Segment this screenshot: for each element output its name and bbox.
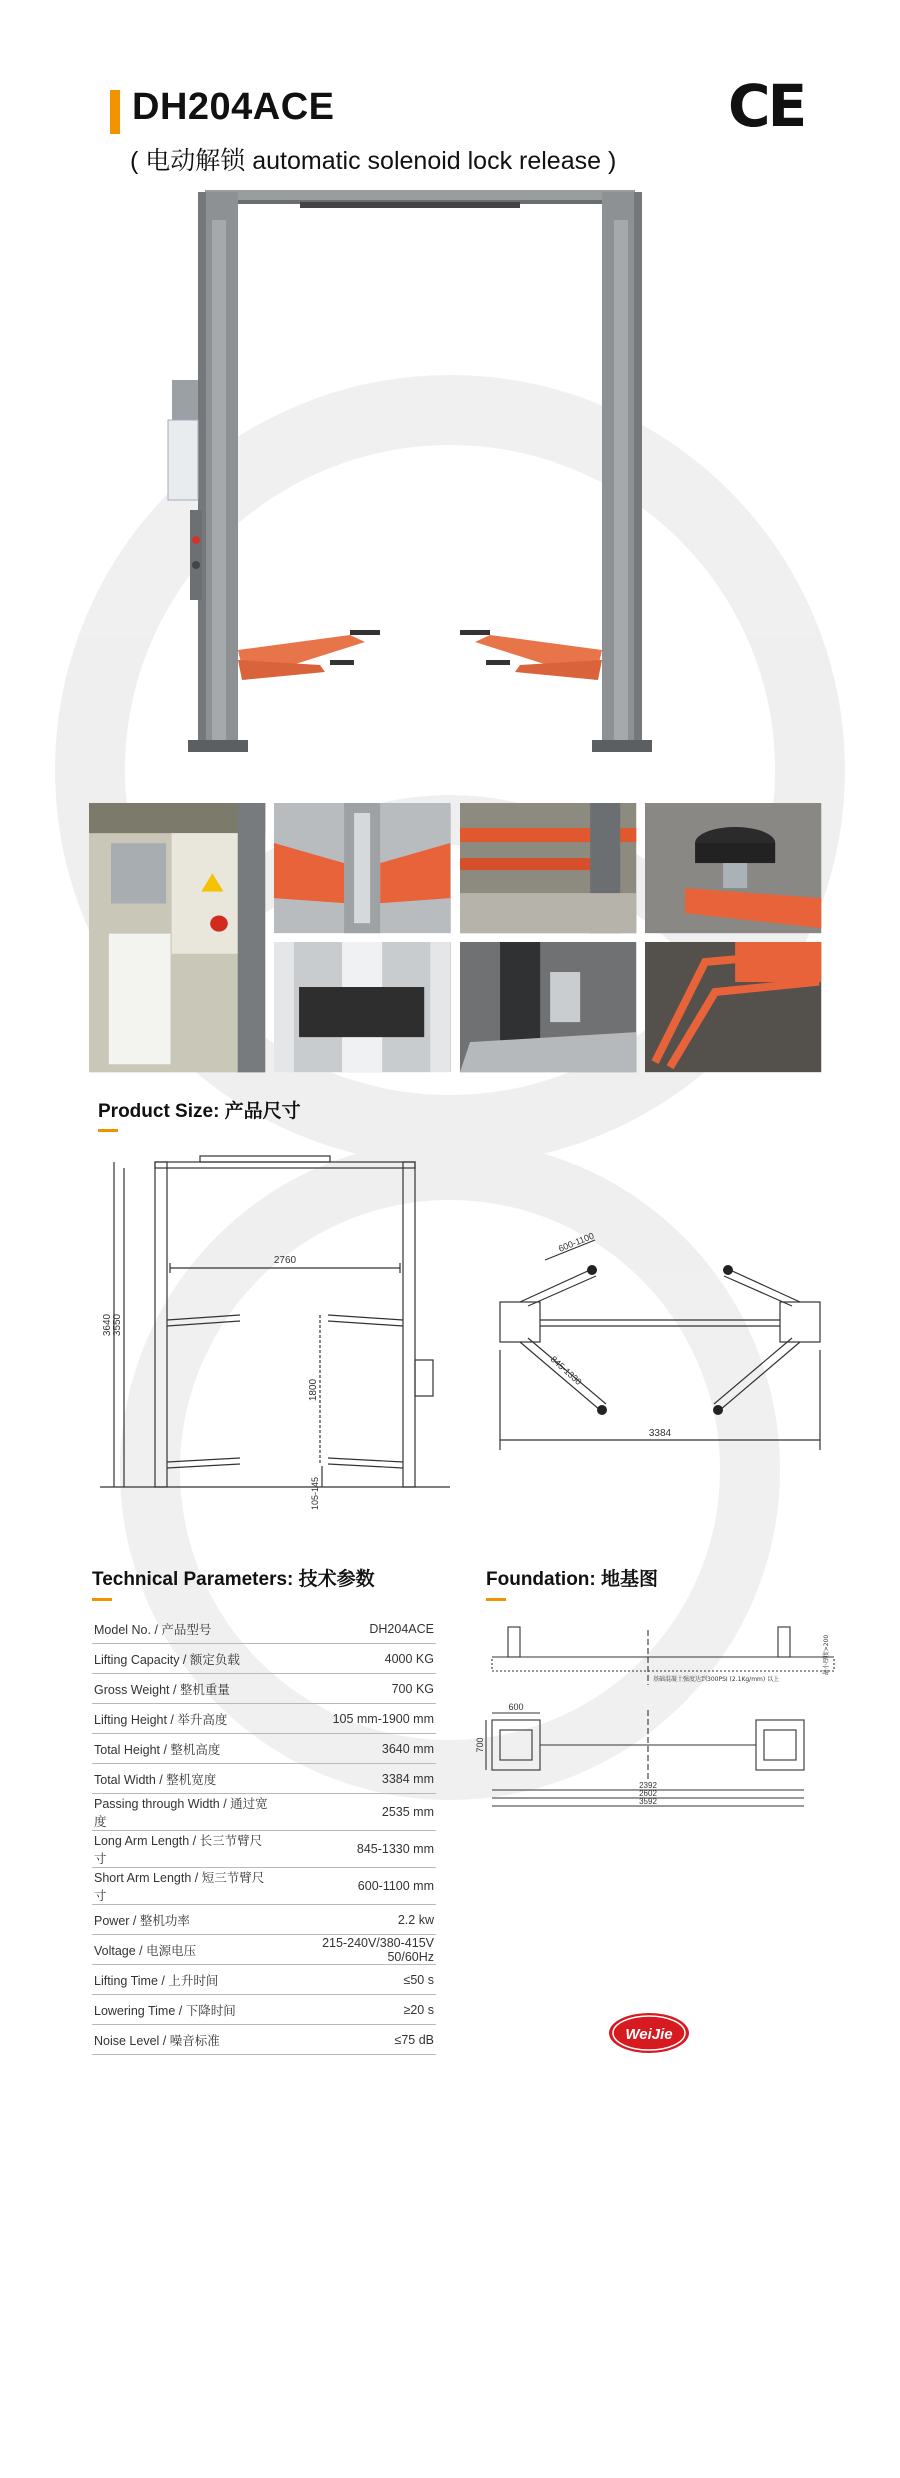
tech-param-label: Model No. / 产品型号 [92, 1614, 275, 1644]
front-elevation-drawing [100, 1150, 460, 1510]
tech-params-table [92, 1614, 436, 2055]
tech-param-value: 600-1100 mm [275, 1868, 436, 1905]
tech-param-row [92, 1905, 436, 1935]
tech-param-row [92, 1734, 436, 1764]
tech-param-label: Long Arm Length / 长三节臂尺寸 [92, 1831, 275, 1868]
dim-total-width: 3384 [648, 1428, 672, 1439]
tech-param-value: 105 mm-1900 mm [275, 1704, 436, 1734]
detail-photo-grid [89, 803, 821, 1071]
tech-param-value: ≥20 s [275, 1995, 436, 2025]
dim-inner-width: 2760 [273, 1255, 297, 1266]
tech-param-value: 2535 mm [275, 1794, 436, 1831]
ce-mark: CE [728, 72, 805, 140]
tech-param-row [92, 1935, 436, 1965]
tech-param-row [92, 1764, 436, 1794]
tech-param-label: Lifting Height / 举升高度 [92, 1704, 275, 1734]
photo-arm-guard [645, 942, 821, 1072]
foundation-underline [486, 1598, 506, 1601]
tech-params-title: Technical Parameters: 技术参数 [92, 1569, 375, 1590]
photo-lift-arms [460, 803, 636, 933]
product-size-underline [98, 1129, 118, 1132]
tech-param-label: Passing through Width / 通过宽度 [92, 1794, 275, 1831]
photo-base-plate [460, 942, 636, 1072]
tech-param-label: Lowering Time / 下降时间 [92, 1995, 275, 2025]
dim-total-height-a: 3640 [102, 1313, 113, 1337]
tech-param-row [92, 1614, 436, 1644]
tech-param-value: DH204ACE [275, 1614, 436, 1644]
photo-power-unit [89, 803, 265, 1072]
tech-param-value: ≤75 dB [275, 2025, 436, 2055]
tech-param-label: Total Height / 整机高度 [92, 1734, 275, 1764]
photo-column-block [274, 942, 450, 1072]
foundation-dim-pad: 600 [508, 1702, 524, 1712]
tech-params-underline [92, 1598, 112, 1601]
tech-param-row [92, 2025, 436, 2055]
top-view-drawing [480, 1230, 840, 1460]
photo-carriage-orange [274, 803, 450, 933]
brand-logo-text: WeiJie [625, 2026, 673, 2043]
foundation-dim-side: 700 [475, 1737, 485, 1753]
tech-param-row [92, 1868, 436, 1905]
foundation-title: Foundation: 地基图 [486, 1569, 659, 1590]
tech-param-row [92, 1704, 436, 1734]
foundation-dim-w3: 3592 [639, 1797, 657, 1806]
tech-param-label: Short Arm Length / 短三节臂尺寸 [92, 1868, 275, 1905]
tech-param-label: Voltage / 电源电压 [92, 1935, 275, 1965]
tech-param-label: Lifting Time / 上升时间 [92, 1965, 275, 1995]
model-title: DH204ACE [132, 86, 335, 128]
tech-param-row [92, 1644, 436, 1674]
photo-rubber-pad [645, 803, 821, 933]
dim-total-height-b: 3550 [112, 1313, 123, 1337]
foundation-drawing [475, 1615, 838, 1815]
foundation-depth: 最小厚度>200 [823, 1634, 830, 1676]
tech-param-row [92, 1674, 436, 1704]
tech-param-label: Power / 整机功率 [92, 1905, 275, 1935]
tech-param-row [92, 1831, 436, 1868]
tech-param-value: 3640 mm [275, 1734, 436, 1764]
tech-param-value: 4000 KG [275, 1644, 436, 1674]
tech-param-value: 215-240V/380-415V 50/60Hz [275, 1935, 436, 1965]
tech-param-label: Gross Weight / 整机重量 [92, 1674, 275, 1704]
tech-param-label: Lifting Capacity / 额定负载 [92, 1644, 275, 1674]
foundation-note: 基础混凝土强度达到300PSI (2.1Kg/mm) 以上 [653, 1676, 780, 1683]
tech-param-value: 845-1330 mm [275, 1831, 436, 1868]
tech-param-value: ≤50 s [275, 1965, 436, 1995]
foundation-dim-w2: 2602 [639, 1789, 657, 1798]
tech-param-value: 700 KG [275, 1674, 436, 1704]
dim-long-arm: 845-1330 [548, 1354, 584, 1387]
tech-param-label: Noise Level / 噪音标准 [92, 2025, 275, 2055]
dim-lift-height: 1800 [308, 1378, 319, 1402]
brand-logo [608, 2012, 690, 2054]
tech-param-value: 2.2 kw [275, 1905, 436, 1935]
tech-param-row [92, 1965, 436, 1995]
tech-param-row [92, 1794, 436, 1831]
dim-min-height: 105-145 [310, 1476, 320, 1510]
title-accent-bar [110, 90, 120, 134]
dim-short-arm: 600-1100 [557, 1230, 596, 1254]
two-post-lift-image [150, 180, 690, 780]
model-subtitle: ( 电动解锁 automatic solenoid lock release ) [130, 147, 617, 175]
tech-param-label: Total Width / 整机宽度 [92, 1764, 275, 1794]
foundation-dim-w1: 2392 [639, 1781, 657, 1790]
tech-param-row [92, 1995, 436, 2025]
tech-param-value: 3384 mm [275, 1764, 436, 1794]
product-size-title: Product Size: 产品尺寸 [98, 1101, 301, 1122]
